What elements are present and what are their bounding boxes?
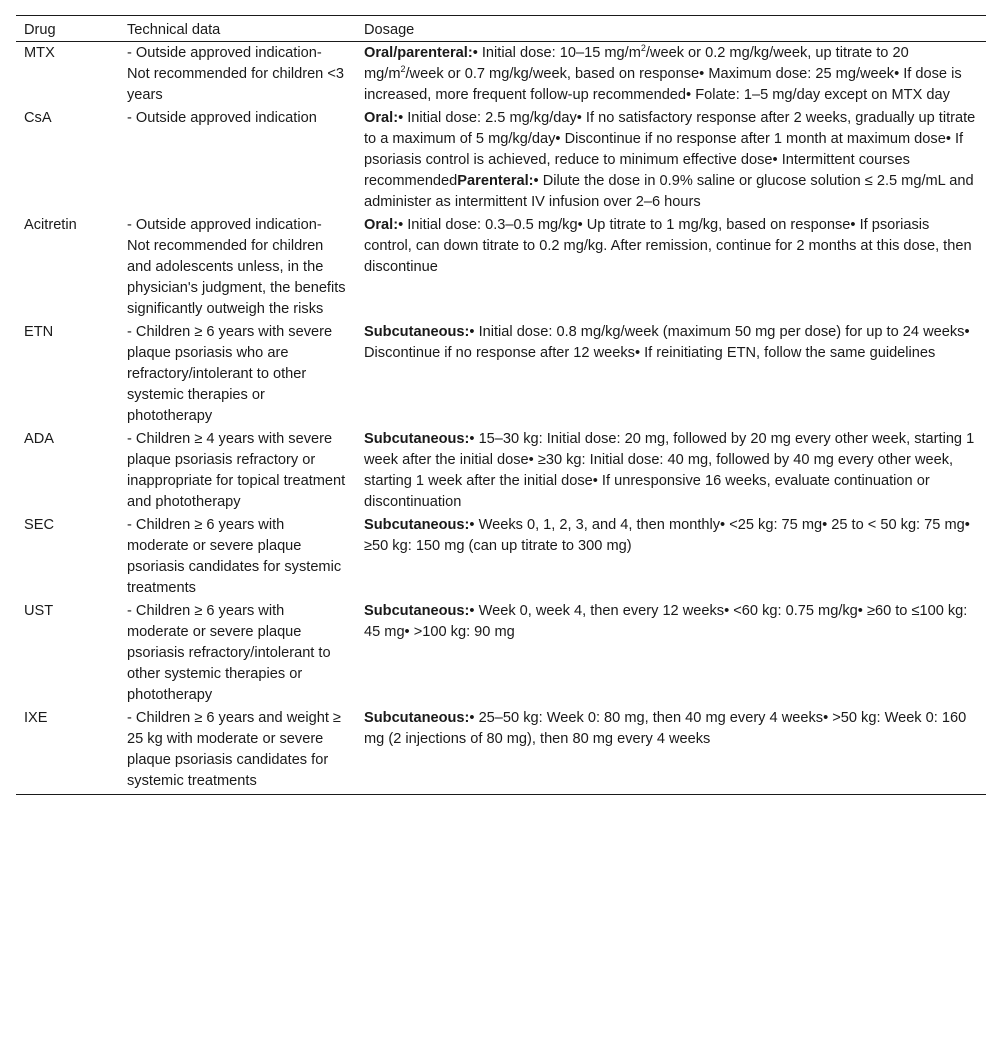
dosage-cell — [356, 107, 986, 214]
technical-cell: - Outside approved indication- Not recommended for children and adolescents unless, in the physician's judgment, the benefits significantly outweigh the risks — [127, 217, 346, 317]
table-row-etn — [16, 321, 986, 428]
dosage-text: • Weeks 0, 1, 2, 3, and 4, then monthly• <25 kg: 75 mg• 25 to < 50 kg: 75 mg• ≥50 kg: 150 mg (can up titrate to 300 mg) — [364, 517, 970, 554]
route-label: Subcutaneous: — [364, 517, 470, 533]
table-row-ust — [16, 600, 986, 707]
route-label: Subcutaneous: — [364, 710, 470, 726]
route-label: Subcutaneous: — [364, 603, 470, 619]
dosage-cell — [356, 428, 986, 514]
dosage-text: /week or 0.2 mg/kg/week, up titrate to 20 mg/m — [364, 45, 909, 82]
superscript: 2 — [400, 64, 406, 74]
dosage-cell — [356, 600, 986, 707]
route-label: Subcutaneous: — [364, 431, 470, 447]
technical-cell: - Children ≥ 6 years with moderate or severe plaque psoriasis candidates for systemic treatments — [127, 517, 342, 596]
route-label: Oral: — [364, 217, 399, 233]
route-label: Subcutaneous: — [364, 324, 470, 340]
header-technical-data: Technical data — [119, 16, 356, 42]
dosage-text-2: • Dilute the dose in 0.9% saline or glucose solution ≤ 2.5 mg/mL and administer as intermittent IV infusion over 2–6 hours — [364, 173, 974, 210]
table-row-sec — [16, 514, 986, 600]
dosage-text: • Initial dose: 0.8 mg/kg/week (maximum 50 mg per dose) for up to 24 weeks• Discontinue if no response after 12 weeks• If reinitiating ETN, follow the same guidelines — [364, 324, 970, 361]
technical-cell: - Outside approved indication- Not recommended for children <3 years — [127, 45, 344, 103]
dosage-cell — [356, 321, 986, 428]
header-drug: Drug — [16, 16, 119, 42]
dosage-text: /week or 0.7 mg/kg/week, based on response• Maximum dose: 25 mg/week• If dose is increased, more frequent follow-up recommended• Folate: 1–5 mg/day except on MTX day — [364, 66, 962, 103]
route-label: Oral: — [364, 110, 399, 126]
dosage-text: • Initial dose: 0.3–0.5 mg/kg• Up titrate to 1 mg/kg, based on response• If psoriasis control, can down titrate to 0.2 mg/kg. After remission, continue for 2 months at this dose, then discontinue — [364, 217, 972, 275]
header-row — [16, 16, 986, 42]
header-dosage: Dosage — [356, 16, 986, 42]
technical-cell: - Outside approved indication — [127, 110, 317, 126]
drug-cell: CsA — [24, 110, 52, 126]
table-row-acitretin — [16, 214, 986, 321]
table-row-mtx — [16, 42, 986, 108]
dosage-text: • 25–50 kg: Week 0: 80 mg, then 40 mg every 4 weeks• >50 kg: Week 0: 160 mg (2 injections of 80 mg), then 80 mg every 4 weeks — [364, 710, 967, 747]
dosage-cell — [356, 514, 986, 600]
drug-cell: IXE — [24, 710, 48, 726]
drug-cell: MTX — [24, 45, 55, 61]
drug-cell: Acitretin — [24, 217, 77, 233]
drug-cell: ADA — [24, 431, 55, 447]
drug-cell: UST — [24, 603, 54, 619]
table-row-ixe — [16, 707, 986, 795]
technical-cell: - Children ≥ 6 years with moderate or severe plaque psoriasis refractory/intolerant to other systemic therapies or phototherapy — [127, 603, 331, 703]
dosage-text: • 15–30 kg: Initial dose: 20 mg, followed by 20 mg every other week, starting 1 week after the initial dose• ≥30 kg: Initial dose: 40 mg, followed by 40 mg every other week, starting 1 week after the initial dose• If unresponsive 16 weeks, evaluate continuation or discontinuation — [364, 431, 975, 510]
dosage-cell — [356, 42, 986, 108]
technical-cell: - Children ≥ 6 years and weight ≥ 25 kg with moderate or severe plaque psoriasis candidates for systemic treatments — [127, 710, 341, 789]
dosage-text: • Initial dose: 2.5 mg/kg/day• If no satisfactory response after 2 weeks, gradually up titrate to a maximum of 5 mg/kg/day• Discontinue if no response after 1 month at maximum dose• If psoriasis control is achieved, reduce to minimum effective dose• Intermittent courses recommended — [364, 110, 976, 189]
drug-cell: ETN — [24, 324, 54, 340]
route-label: Oral/parenteral: — [364, 45, 473, 61]
dosage-text: • Initial dose: 10–15 mg/m — [472, 45, 641, 61]
technical-cell: - Children ≥ 6 years with severe plaque psoriasis who are refractory/intolerant to other systemic therapies or phototherapy — [127, 324, 333, 424]
dosage-cell — [356, 707, 986, 795]
route-label-2: Parenteral: — [457, 173, 534, 189]
dosage-text: • Week 0, week 4, then every 12 weeks• <60 kg: 0.75 mg/kg• ≥60 to ≤100 kg: 45 mg• >100 kg: 90 mg — [364, 603, 968, 640]
table-row-csa — [16, 107, 986, 214]
superscript: 2 — [640, 43, 646, 53]
technical-cell: - Children ≥ 4 years with severe plaque psoriasis refractory or inappropriate for topical treatment and phototherapy — [127, 431, 346, 510]
dosage-table — [16, 15, 986, 795]
table-row-ada — [16, 428, 986, 514]
drug-cell: SEC — [24, 517, 55, 533]
dosage-cell — [356, 214, 986, 321]
